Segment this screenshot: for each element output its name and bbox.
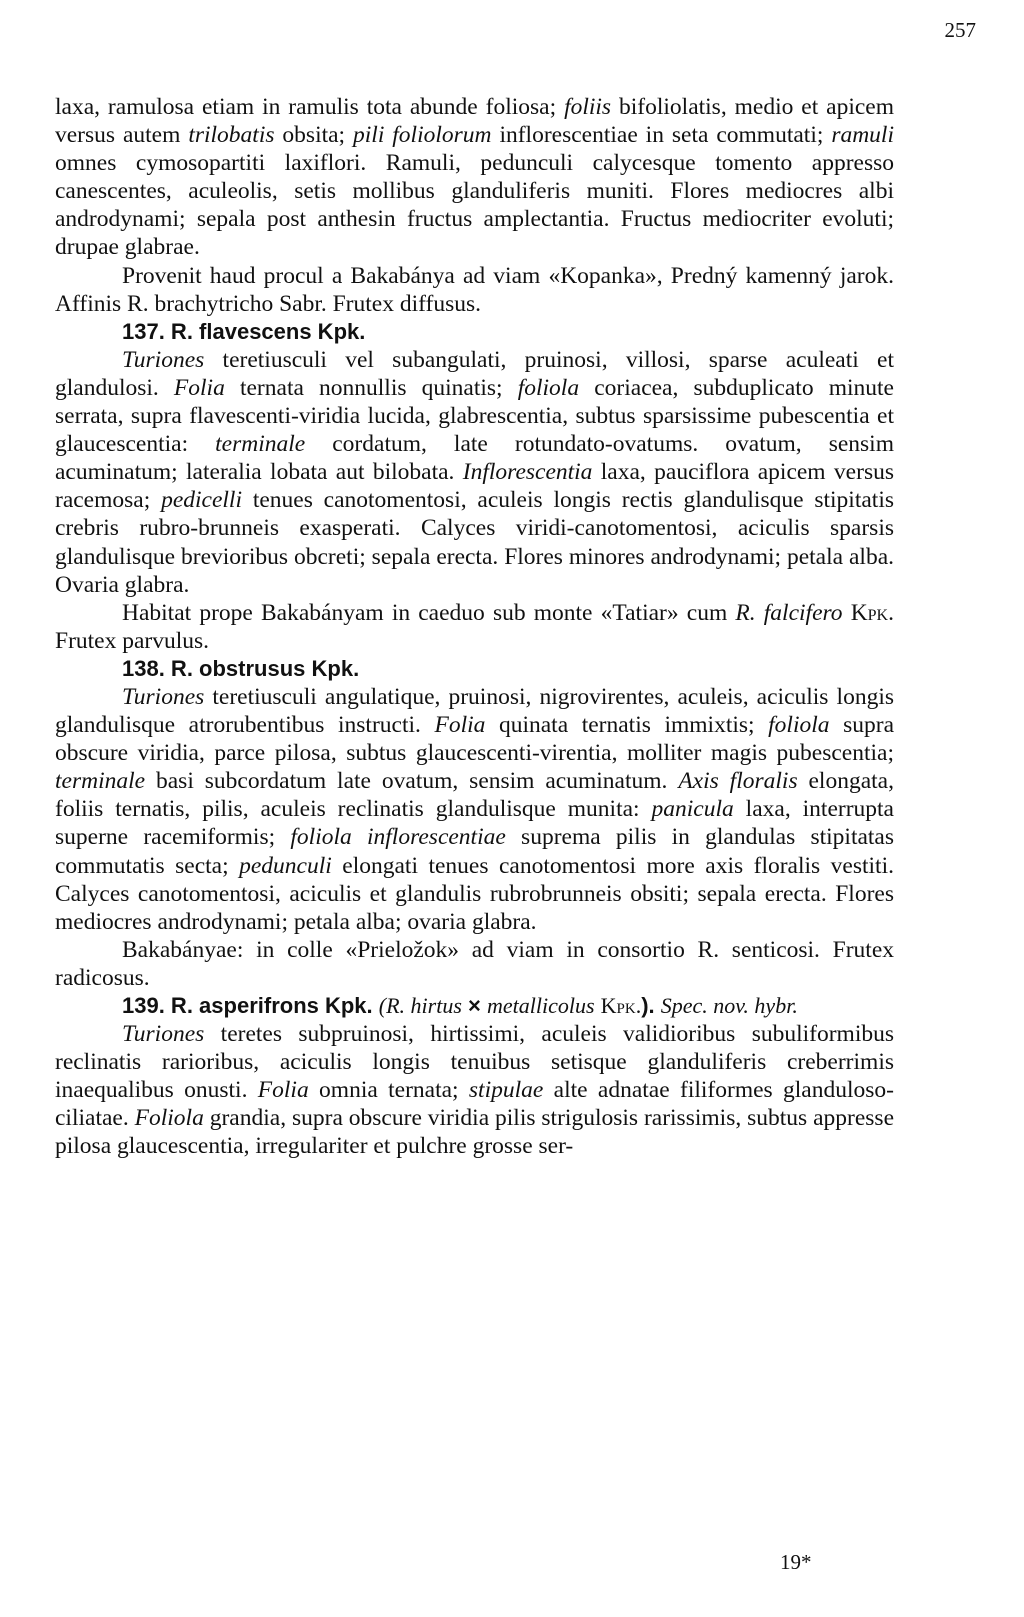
text-run: laxa, ramulosa etiam in ramulis tota abunde foliosa; [55,94,565,120]
italic-term: stipulae [468,1077,544,1104]
italic-term: metallicolus [486,993,595,1018]
paragraph [55,936,894,992]
text-run: teretiusculi angulatique, pruinosi, nigrovirentes, aculeis, aciculis longis glandulisque atrorubentibus instructi. [55,683,894,739]
italic-term: foliola [517,374,580,401]
italic-term: Axis floralis [678,768,798,795]
text-run: 138. R. obstrusus Kpk. [122,655,360,681]
text-run: obsita; [274,122,354,149]
text-run: ). [641,993,661,1018]
italic-term: trilobatis [188,122,275,149]
italic-term: pili foliolorum [353,122,492,149]
text-run: coriacea, subduplicato minute serrata, supra flavescenti-viridia lucida, glabrescentia, subtus sparsissime pubescentia et glaucescentia: [55,374,894,458]
text-run: cordatum, late rotundato-ovatums. ovatum, sensim acuminatum; lateralia lobata aut bilobata. [55,431,894,486]
text-run: teretes subpruinosi, hirtissimi, aculeis validioribus subuliformibus reclinatis rarioribus, aciculis longis tenuibus setisque glanduliferis creberrimis inaequalibus onusti. [55,1021,894,1104]
text-run: elongata, foliis ternatis, pilis, aculeis reclinatis glandulisque munita: [55,768,894,823]
text-run: omnes cymosopartiti laxiflori. Ramuli, pedunculi calycesque tomento appresso canescentes, aculeolis, setis mollibus glanduliferis muniti. Flores mediocres albi androdynami; sepala post anthesin fructus amplectantia. Fructus mediocriter evoluti; drupae glabrae. [55,150,894,261]
italic-term: Folia [173,374,225,401]
italic-term: Turiones [122,683,205,710]
paragraph [55,93,894,262]
italic-term: ramuli [831,122,894,149]
italic-term: Spec. nov. hybr. [660,993,798,1018]
author-abbrev: Kpk. [850,599,894,626]
text-run: ternata nonnullis quinatis; [224,374,518,401]
italic-term: R. falcifero [735,599,843,626]
italic-term: Turiones [122,1021,205,1048]
text-run: omnia ternata; [308,1077,469,1104]
text-run: inflorescentiae in seta commutati; [491,122,832,149]
italic-term: foliola inflorescentiae [290,824,506,851]
text-run: Habitat prope Bakabányam in caeduo sub monte «Tatiar» cum [122,599,736,626]
species-heading [55,318,894,346]
text-run: Provenit haud procul a Bakabánya ad viam «Kopanka», Predný kamenný jarok. Affinis R. brachytricho Sabr. Frutex diffusus. [55,262,894,317]
italic-term: pedunculi [239,852,332,879]
italic-term: Turiones [122,346,205,373]
text-run: 139. R. asperifrons Kpk. [122,993,379,1018]
text-run [843,600,851,626]
italic-term: terminale [215,431,306,458]
italic-term: Folia [434,712,486,739]
signature-mark: 19* [780,1550,812,1574]
paragraph [55,599,894,655]
text-run: grandia, supra obscure viridia pilis strigulosis rarissimis, subtus appresse pilosa glaucescentia, irregulariter et pulchre grosse ser- [55,1105,894,1160]
italic-term: Inflorescentia [462,459,593,486]
author-abbrev: Kpk. [600,993,642,1018]
italic-term: Folia [257,1077,309,1104]
page-body-text [55,93,894,1161]
species-heading [55,655,894,683]
text-run: × [461,993,487,1018]
page-number: 257 [944,18,976,42]
text-run: basi subcordatum late ovatum, sensim acuminatum. [145,768,679,795]
species-heading [55,992,894,1020]
text-run: 137. R. flavescens Kpk. [122,318,366,344]
italic-term: panicula [651,796,734,823]
italic-term: terminale [55,768,146,795]
text-run: Frutex parvulus. [55,627,210,654]
text-run: Bakabányae: in colle «Prieložok» ad viam in consortio R. senticosi. Frutex radicosus. [55,936,894,991]
text-run: tenues canotomentosi, aculeis longis rectis glandulisque stipitatis crebris rubro-brunneis exasperati. Calyces viridi-canotomentosi, aciculis sparsis glandulisque brevioribus obcreti; sepala erecta. Flores minores androdynami; petala alba. Ovaria glabra. [55,487,894,598]
text-run: quinata ternatis immixtis; [485,712,769,739]
italic-term: (R. hirtus [378,993,462,1018]
text-run: laxa, pauciflora apicem versus racemosa; [55,459,894,514]
italic-term: pedicelli [161,487,242,514]
text-run: supra obscure viridia, parce pilosa, subtus glaucescenti-virentia, molliter magis pubescentia; [55,712,894,767]
paragraph [55,1020,894,1160]
text-run: elongati tenues canotomentosi more axis floralis vestiti. Calyces canotomentosi, aciculis et glandulis rubrobrunneis obsiti; sepala erecta. Flores mediocres androdynami; petala alba; ovaria glabra. [55,852,894,935]
italic-term: foliis [564,94,612,120]
italic-term: foliola [768,712,830,739]
paragraph [55,262,894,318]
paragraph [55,683,894,936]
italic-term: Foliola [134,1105,204,1132]
text-run: bifoliolatis, medio et apicem versus autem [55,94,894,149]
text-run: suprema pilis in glandulas stipitatas commutatis secta; [55,824,895,879]
text-run: teretiusculi vel subangulati, pruinosi, villosi, sparse aculeati et glandulosi. [55,346,894,401]
text-run: laxa, interrupta superne racemiformis; [55,796,894,851]
text-run: alte adnatae filiformes glanduloso-ciliatae. [55,1077,894,1132]
paragraph [55,346,894,599]
